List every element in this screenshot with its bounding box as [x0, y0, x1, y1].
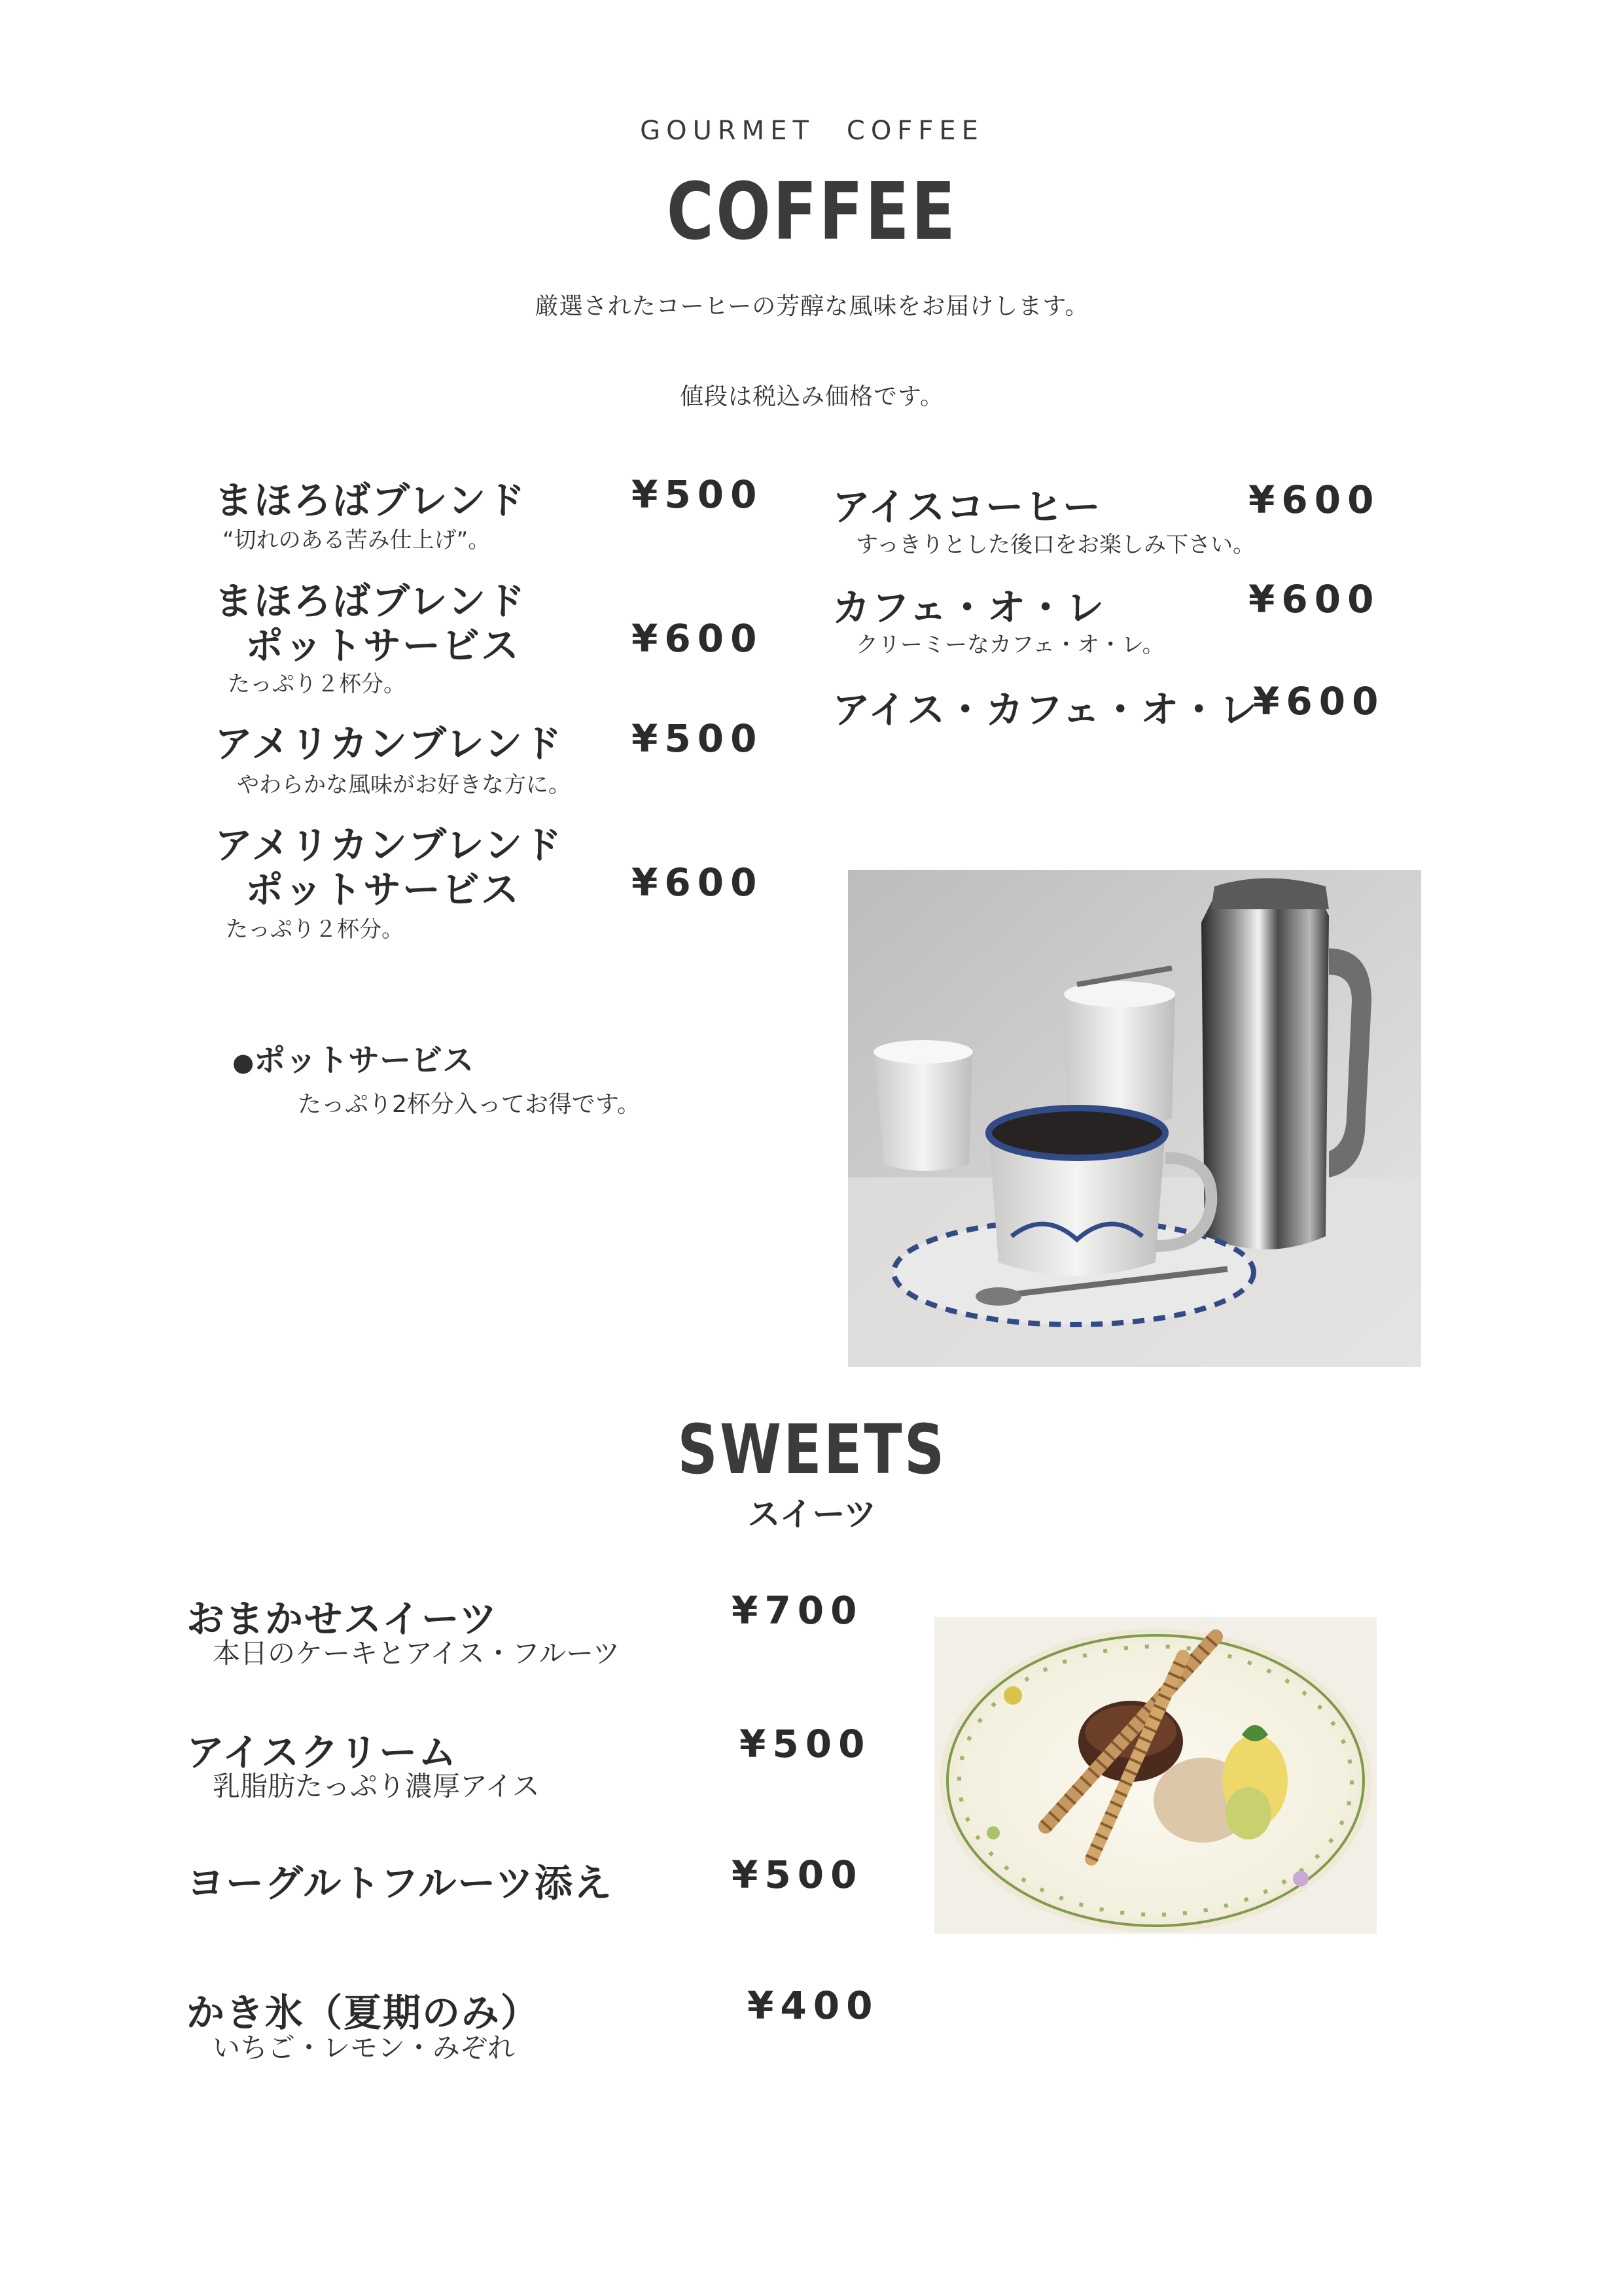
- menu-item-desc: 本日のケーキとアイス・フルーツ: [213, 1637, 620, 1669]
- menu-item-name: アイスコーヒー: [832, 485, 1102, 529]
- menu-item-price: ¥400: [747, 1983, 879, 2028]
- menu-item-desc: たっぷり２杯分。: [226, 916, 404, 943]
- menu-item-name: まほろばブレンド: [215, 478, 527, 523]
- menu-item-name: おまかせスイーツ: [186, 1597, 499, 1641]
- menu-item-name: アメリカンブレンド: [215, 722, 563, 766]
- bullet-icon: ●: [232, 1048, 255, 1077]
- menu-item-desc: やわらかな風味がお好きな方に。: [237, 772, 571, 798]
- sweets-photo: [934, 1617, 1377, 1934]
- coffee-photo: [848, 870, 1421, 1367]
- menu-item-desc: たっぷり２杯分。: [228, 671, 406, 697]
- coffee-title: COFFEE: [666, 167, 958, 258]
- menu-item-desc: すっきりとした後口をお楽しみ下さい。: [856, 532, 1255, 558]
- menu-item-desc: “切れのある苦み仕上げ”。: [222, 527, 491, 553]
- menu-item-name: アメリカンブレンド: [215, 823, 563, 867]
- menu-item-price: ¥500: [739, 1722, 872, 1766]
- menu-item-name: ヨーグルトフルーツ添え: [186, 1861, 613, 1905]
- menu-item-name-line2: ポットサービス: [245, 867, 521, 912]
- menu-item-price: ¥600: [1248, 577, 1381, 621]
- tagline: 厳選されたコーヒーの芳醇な風味をお届けします。: [535, 293, 1089, 320]
- menu-item-name: まほろばブレンド: [215, 579, 527, 623]
- menu-item-name-line2: ポットサービス: [245, 623, 521, 668]
- eyebrow-text: GOURMET COFFEE: [640, 116, 984, 146]
- menu-item-name: かき氷（夏期のみ）: [186, 1991, 540, 2035]
- menu-item-price: ¥600: [631, 860, 764, 905]
- menu-item-desc: いちご・レモン・みぞれ: [213, 2032, 516, 2064]
- sweets-subtitle: スイーツ: [747, 1495, 877, 1533]
- pot-note-heading: [232, 1035, 474, 1080]
- menu-item-name: カフェ・オ・レ: [832, 585, 1106, 630]
- menu-item-desc: クリーミーなカフェ・オ・レ。: [856, 632, 1165, 658]
- menu-item-price: ¥500: [631, 472, 764, 517]
- menu-item-price: ¥600: [631, 616, 764, 661]
- sweets-title: SWEETS: [677, 1410, 947, 1489]
- pot-note-title: ポットサービス: [254, 1042, 474, 1079]
- tax-note: 値段は税込み価格です。: [679, 383, 945, 410]
- menu-item-price: ¥700: [732, 1588, 864, 1633]
- menu-item-price: ¥600: [1248, 478, 1381, 522]
- menu-item-name: アイス・カフェ・オ・レ: [832, 687, 1259, 732]
- menu-item-price: ¥600: [1253, 679, 1385, 723]
- menu-item-name: アイスクリーム: [186, 1730, 458, 1775]
- pot-note-text: たっぷり2杯分入ってお得です。: [298, 1091, 641, 1118]
- menu-item-desc: 乳脂肪たっぷり濃厚アイス: [213, 1770, 540, 1802]
- menu-item-price: ¥500: [732, 1852, 864, 1897]
- menu-item-price: ¥500: [631, 716, 764, 761]
